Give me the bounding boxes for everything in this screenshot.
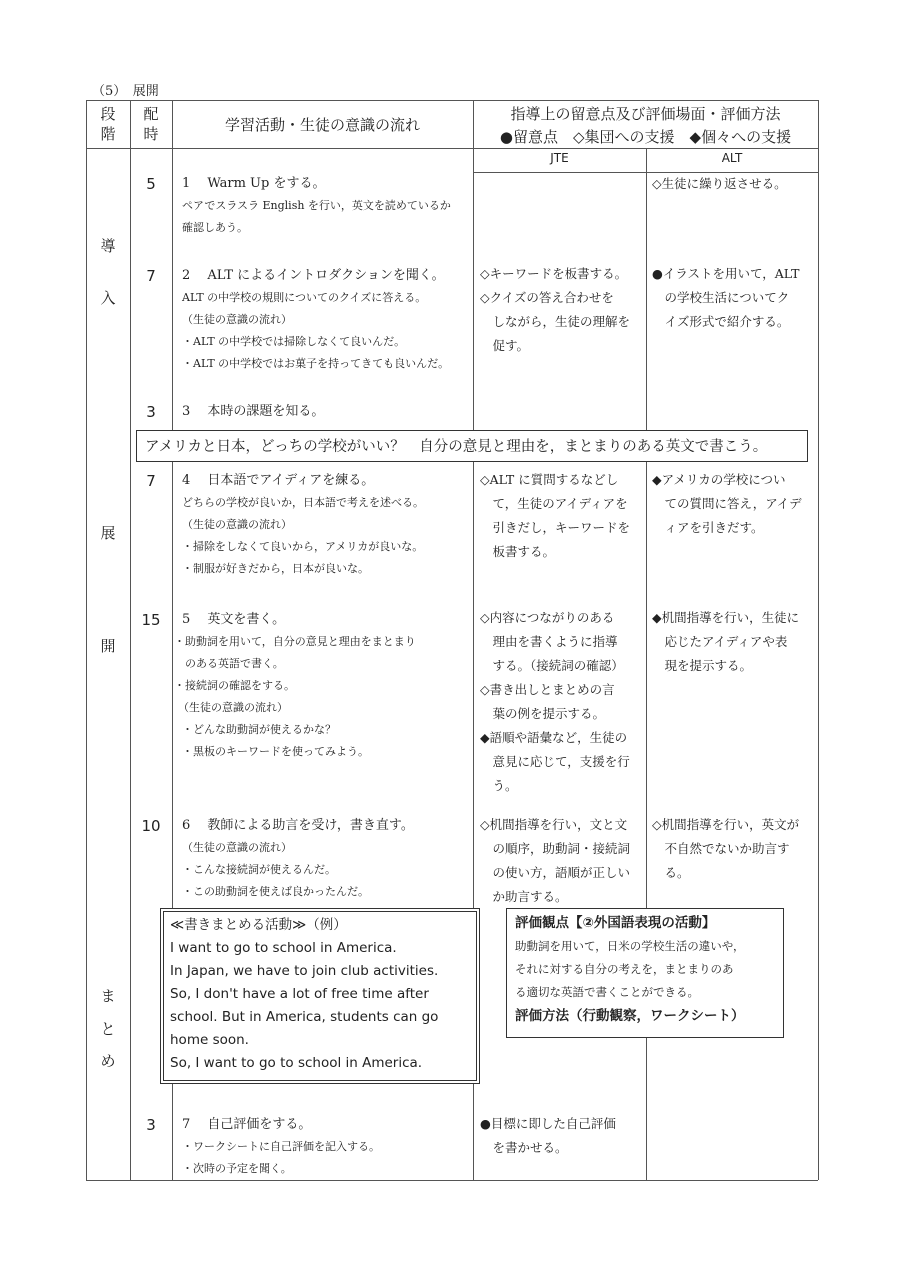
table-border-top <box>86 100 818 101</box>
evaluation-line: る適切な英語で書くことができる。 <box>515 985 699 999</box>
activity-line: ・こんな接続詞が使えるんだ。 <box>182 863 336 876</box>
alt-note-block <box>652 813 817 885</box>
jte-note-line: か助言する。 <box>480 889 568 904</box>
activity-step-title: 7 自己評価をする。 <box>182 1117 312 1132</box>
activity-line: ・どんな助動詞が使えるかな？ <box>182 723 336 736</box>
alt-note-block <box>652 606 817 678</box>
activity-line: （生徒の意識の流れ） <box>182 313 292 326</box>
activity-line: ・助動詞を用いて，自分の意見と理由をまとまり <box>174 635 416 648</box>
jte-note-line: しながら，生徒の理解を <box>480 314 631 329</box>
alt-note-line: ての質問に答え，アイデ <box>652 496 802 511</box>
activity-step-title: 6 教師による助言を受け，書き直す。 <box>182 818 414 833</box>
activity-step-title: 3 本時の課題を知る。 <box>182 404 325 419</box>
col-divider <box>130 100 131 1180</box>
activity-line: ALT の中学校の規則についてのクイズに答える。 <box>182 291 427 304</box>
activity-block <box>182 401 472 423</box>
activity-line: ・ワークシートに自己評価を記入する。 <box>182 1140 380 1153</box>
jte-note-line: ◇書き出しとまとめの言 <box>480 682 615 697</box>
activity-line: ペアでスラスラ English を行い，英文を読めているか <box>182 199 451 212</box>
writing-example-line: home soon. <box>170 1032 249 1048</box>
alt-note-block <box>652 172 817 196</box>
alt-note-line: ●イラストを用いて，ALT <box>652 266 800 281</box>
activity-block <box>182 1114 472 1180</box>
jte-note-line: ◆語順や語彙など，生徒の <box>480 730 628 745</box>
activity-line: 確認しあう。 <box>182 221 248 234</box>
alt-note-block <box>652 468 817 540</box>
alt-note-line: ◇生徒に繰り返させる。 <box>652 176 787 191</box>
jte-note-line: を書かせる。 <box>480 1140 568 1155</box>
jte-note-line: 葉の例を提示する。 <box>480 706 606 721</box>
jte-note-line: ◇内容につながりのある <box>480 610 615 625</box>
activity-block <box>182 265 472 375</box>
jte-note-block <box>480 468 645 564</box>
header-guidance-legend: ●留意点 ◇集団への支援 ◆個々への支援 <box>499 128 792 146</box>
alt-note-line: の学校生活についてク <box>652 290 790 305</box>
header-jte: JTE <box>550 151 569 165</box>
activity-line: （生徒の意識の流れ） <box>178 701 288 714</box>
writing-example-line: So, I want to go to school in America. <box>170 1055 423 1071</box>
jte-note-line: て，生徒のアイディアを <box>480 496 628 511</box>
time-allocation: 7 <box>146 472 156 490</box>
writing-example-line: In Japan, we have to join club activities. <box>170 963 439 979</box>
writing-example-box <box>160 908 480 1084</box>
jte-note-line: 板書する。 <box>480 544 556 559</box>
header-activity: 学習活動・生徒の意識の流れ <box>224 116 420 134</box>
jte-note-line: の順序，助動詞・接続詞 <box>480 841 631 856</box>
alt-note-line: ◆アメリカの学校につい <box>652 472 786 487</box>
activity-step-title: 5 英文を書く。 <box>182 612 286 627</box>
header-time-char: 配 <box>143 105 159 123</box>
activity-line: ・掃除をしなくて良いから，アメリカが良いな。 <box>182 540 424 553</box>
activity-line: ・制服が好きだから，日本が良いな。 <box>182 562 369 575</box>
alt-note-line: る。 <box>652 865 690 880</box>
jte-note-line: の使い方，語順が正しい <box>480 865 631 880</box>
stage-label: 入 <box>100 289 116 307</box>
writing-example-line: So, I don't have a lot of free time after <box>170 986 429 1002</box>
evaluation-line: 助動詞を用いて，日米の学校生活の違いや， <box>515 939 745 953</box>
time-allocation: 3 <box>146 403 156 421</box>
stage-label: と <box>100 1020 116 1038</box>
activity-line: （生徒の意識の流れ） <box>182 841 292 854</box>
header-stage-char: 階 <box>100 125 116 143</box>
evaluation-method: 評価方法（行動観察，ワークシート） <box>515 1008 745 1024</box>
stage-label: 開 <box>100 637 116 655</box>
activity-step-title: 2 ALT によるイントロダクションを聞く。 <box>182 268 445 283</box>
jte-note-block <box>480 606 645 798</box>
time-allocation: 10 <box>141 817 161 835</box>
activity-line: ・ALT の中学校では掃除しなくて良いんだ。 <box>182 335 406 348</box>
jte-note-block <box>480 813 645 909</box>
activity-line: ・次時の予定を聞く。 <box>182 1162 292 1175</box>
table-border-right <box>818 100 819 1180</box>
header-guidance-title: 指導上の留意点及び評価場面・評価方法 <box>510 105 781 123</box>
jte-note-line: ●目標に即した自己評価 <box>480 1116 616 1131</box>
alt-note-line: ◇机間指導を行い，英文が <box>652 817 800 832</box>
alt-note-line: ィアを引きだす。 <box>652 520 764 535</box>
header-divider <box>86 148 818 149</box>
evaluation-title: 評価観点【②外国語表現の活動】 <box>515 915 716 931</box>
jte-note-line: う。 <box>480 778 518 793</box>
time-allocation: 15 <box>141 611 161 629</box>
activity-block <box>182 815 472 903</box>
jte-note-line: 引きだし，キーワードを <box>480 520 631 535</box>
activity-block <box>182 470 472 580</box>
alt-note-block <box>652 262 817 334</box>
alt-note-line: ◆机間指導を行い，生徒に <box>652 610 800 625</box>
alt-note-line: 不自然でないか助言す <box>652 841 790 856</box>
activity-line: どちらの学校が良いか，日本語で考えを述べる。 <box>182 496 424 509</box>
jte-note-line: ◇机間指導を行い，文と文 <box>480 817 628 832</box>
evaluation-line: それに対する自分の考えを，まとまりのあ <box>515 962 734 976</box>
activity-line: ・この助動詞を使えば良かったんだ。 <box>182 885 369 898</box>
activity-line: ・接続詞の確認をする。 <box>174 679 295 692</box>
activity-block <box>174 609 472 763</box>
header-stage-char: 段 <box>100 105 116 123</box>
writing-example-line: I want to go to school in America. <box>170 940 397 956</box>
jte-note-line: 意見に応じて，支援を行 <box>480 754 630 769</box>
activity-line: ・ALT の中学校ではお菓子を持ってきても良いんだ。 <box>182 357 450 370</box>
header-time <box>130 104 172 144</box>
jte-note-line: ◇ALT に質問するなどし <box>480 472 619 487</box>
jte-note-line: 促す。 <box>480 338 530 353</box>
time-allocation: 5 <box>146 175 156 193</box>
time-allocation: 7 <box>146 267 156 285</box>
table-border-bottom <box>86 1180 818 1181</box>
activity-step-title: 1 Warm Up をする。 <box>182 176 326 191</box>
activity-step-title: 4 日本語でアイディアを練る。 <box>182 473 375 488</box>
section-title: （5） 展開 <box>92 84 159 99</box>
activity-line: のある英語で書く。 <box>174 657 284 670</box>
alt-note-line: 応じたアイディアや表 <box>652 634 788 649</box>
stage-label: め <box>100 1052 116 1070</box>
jte-note-line: ◇クイズの答え合わせを <box>480 290 614 305</box>
jte-note-block <box>480 262 645 358</box>
activity-line: ・黒板のキーワードを使ってみよう。 <box>182 745 369 758</box>
alt-note-line: イズ形式で紹介する。 <box>652 314 790 329</box>
writing-example-title: ≪書きまとめる活動≫（例） <box>170 917 347 933</box>
jte-note-line: ◇キーワードを板書する。 <box>480 266 628 281</box>
jte-note-block <box>480 1112 645 1160</box>
writing-example-line: school. But in America, students can go <box>170 1009 439 1025</box>
jte-note-line: する。（接続詞の確認） <box>480 658 624 673</box>
alt-note-line: 現を提示する。 <box>652 658 753 673</box>
jte-note-line: 理由を書くように指導 <box>480 634 618 649</box>
stage-label: 展 <box>100 524 116 542</box>
stage-label: 導 <box>100 237 116 255</box>
activity-line: （生徒の意識の流れ） <box>182 518 292 531</box>
lesson-goal-box: アメリカと日本，どっちの学校がいい？ 自分の意見と理由を，まとまりのある英文で書こう。 <box>136 430 808 462</box>
time-allocation: 3 <box>146 1116 156 1134</box>
header-time-char: 時 <box>143 125 159 143</box>
activity-block <box>182 173 472 239</box>
header-alt: ALT <box>721 151 743 165</box>
stage-label: ま <box>100 987 116 1005</box>
header-stage <box>86 104 130 144</box>
evaluation-box <box>506 908 784 1038</box>
